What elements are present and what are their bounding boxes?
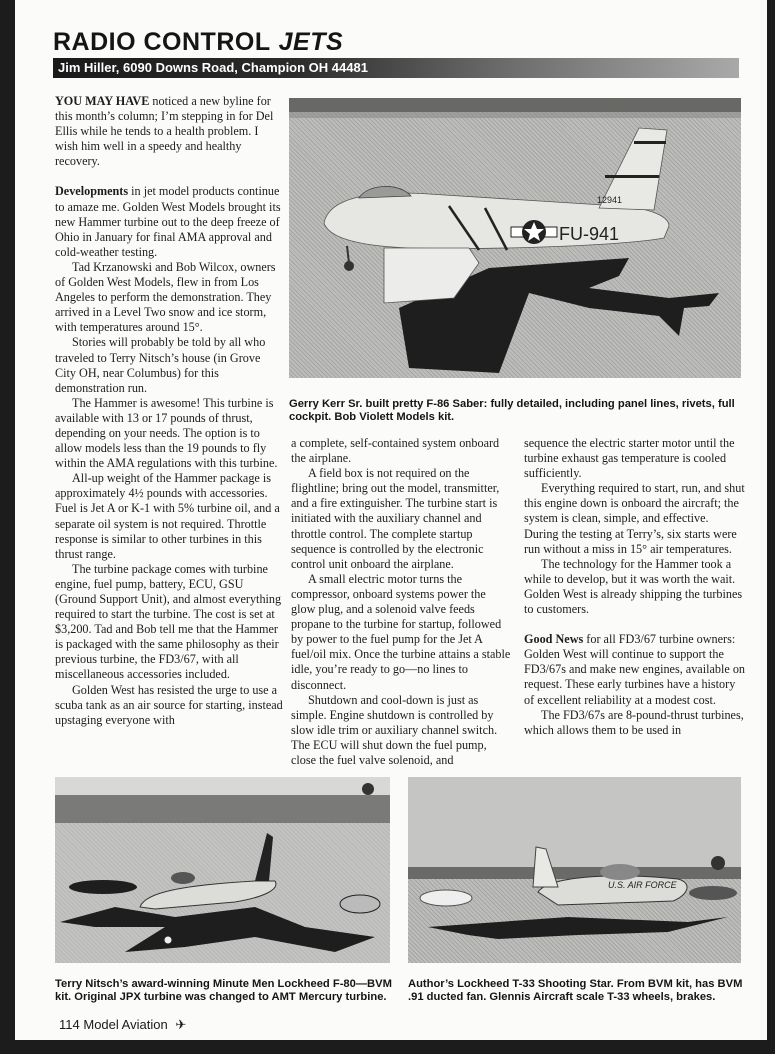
sky bbox=[55, 777, 390, 795]
paragraph-text: in jet model products continue to amaze me. Golden West Models brought its new Hammer turbine out to the deep freeze of Ohio in January for final AMA approval and cold-weather testing. bbox=[55, 184, 281, 259]
paragraph: Tad Krzanowski and Bob Wilcox, owners of Golden West Models, flew in from Los Angeles to perform the demonstration. They arrived in a Level Two snow and ice storm, with temperatures around 15°. bbox=[55, 259, 276, 335]
aircraft-shadow bbox=[428, 917, 728, 939]
tail-stripe bbox=[605, 175, 659, 178]
paragraph: Shutdown and cool-down is just as simple. Engine shutdown is controlled by slow idle trim or auxiliary channel switch. The ECU will shut down the fuel pump, close the fuel valve solenoid, and bbox=[291, 692, 498, 767]
nose-gear bbox=[347, 246, 349, 263]
tail-number: 12941 bbox=[597, 195, 623, 205]
column-title-main: RADIO CONTROL bbox=[53, 28, 271, 56]
field bbox=[55, 795, 390, 823]
f86-illustration bbox=[289, 98, 741, 378]
subhead-developments: Developments bbox=[55, 184, 129, 199]
paragraph bbox=[55, 94, 283, 169]
paragraph: The FD3/67s are 8-pound-thrust turbines, which allows them to be used in bbox=[524, 707, 744, 737]
page-footer bbox=[59, 1017, 186, 1033]
author-byline: Jim Hiller, 6090 Downs Road, Champion OH 44481 bbox=[58, 60, 368, 75]
horizon bbox=[408, 867, 741, 879]
paragraph: a complete, self-contained system onboard the airplane. bbox=[291, 436, 500, 466]
paragraph: Stories will probably be told by all who traveled to Terry Nitsch’s house (in Grove City OH, near Columbus) for this demonstration run. bbox=[55, 335, 266, 395]
fuselage-code: FU-941 bbox=[559, 224, 620, 244]
photo-f86-saber bbox=[289, 98, 741, 378]
page-number: 114 bbox=[59, 1017, 80, 1032]
article-column-1 bbox=[55, 94, 283, 728]
airplane-icon: ✈ bbox=[175, 1017, 187, 1032]
article-column-3 bbox=[524, 436, 746, 738]
paragraph bbox=[55, 184, 283, 259]
article-column-2 bbox=[291, 436, 511, 768]
paragraph: The turbine package comes with turbine engine, fuel pump, battery, ECU, GSU (Ground Support Unit), and almost everything required to start the turbine. The cost is set at $3,200. Tad and Bob tell me that the Hammer is packaged with the same philosophy as their previous turbine, the FD3/67, with all miscellaneous accessories included. bbox=[55, 561, 282, 682]
paragraph-text: noticed a new byline for this month’s column; I’m stepping in for Del Ellis while he tends to a health problem. I wish him well in a speedy and healthy recovery. bbox=[55, 94, 274, 169]
paragraph: sequence the electric starter motor until the turbine exhaust gas temperature is cooled sufficiently. bbox=[524, 436, 735, 481]
horizon bbox=[289, 112, 741, 118]
paragraph: A small electric motor turns the compressor, onboard systems power the glow plug, and a solenoid valve feeds propane to the turbine for startup, followed by power to the fuel pump for the Jet A fuel/oil mix. Once the turbine attains a stable idle, you’re ready to go—no lines to disconnect. bbox=[291, 571, 511, 692]
publication-name: Model Aviation bbox=[83, 1017, 168, 1032]
column-title-italic: JETS bbox=[278, 28, 344, 56]
paragraph: The Hammer is awesome! This turbine is available with 13 or 17 pounds of thrust, depending on your needs. The option is to allow models less than the 19 pounds to fly within the AMA regulations with this turbine. bbox=[55, 395, 278, 471]
subhead-good-news: Good News bbox=[524, 632, 584, 647]
f80-illustration bbox=[55, 777, 390, 963]
photo-caption-f86: Gerry Kerr Sr. built pretty F-86 Saber: fully detailed, including panel lines, rivets, full cockpit. Bob Violett Models kit. bbox=[289, 398, 735, 423]
fuselage-text: U.S. AIR FORCE bbox=[608, 880, 677, 890]
tail-stripe bbox=[634, 141, 666, 144]
magazine-page bbox=[15, 0, 767, 1040]
wheel bbox=[164, 936, 172, 944]
paragraph: Golden West has resisted the urge to use a scuba tank as an air source for starting, instead upstaging everyone with bbox=[55, 682, 283, 727]
tip-tank bbox=[689, 886, 737, 900]
photo-caption-f80: Terry Nitsch’s award-winning Minute Men Lockheed F-80—BVM kit. Original JPX turbine was changed to AMT Mercury turbine. bbox=[55, 978, 392, 1003]
tree bbox=[711, 856, 725, 870]
photo-caption-t33: Author’s Lockheed T-33 Shooting Star. From BVM kit, has BVM .91 ducted fan. Glennis Aircraft scale T-33 wheels, brakes. bbox=[408, 978, 743, 1003]
tip-tank bbox=[340, 895, 380, 913]
paragraph-text: for all FD3/67 turbine owners: Golden West will continue to support the FD3/67s and make new engines, available on request. These early turbines have a history of excellent reliability at a modest cost. bbox=[524, 632, 746, 707]
paragraph: Everything required to start, run, and shut this engine down is onboard the aircraft; the system is clean, simple, and effective. During the testing at Terry’s, six starts were run without a miss in 15° air temperatures. bbox=[524, 481, 745, 556]
paragraph: A field box is not required on the flightline; bring out the model, transmitter, and a fire extinguisher. The turbine start is initiated with the auxiliary channel and throttle control. The complete startup sequence is controlled by the electronic control unit onboard the airplane. bbox=[291, 466, 500, 571]
sky bbox=[408, 777, 741, 867]
treeline bbox=[289, 98, 741, 112]
byline-bar bbox=[53, 58, 739, 78]
tip-tank bbox=[69, 880, 137, 894]
canopy bbox=[171, 872, 195, 884]
photo-t33 bbox=[408, 777, 741, 963]
t33-illustration bbox=[408, 777, 741, 963]
paragraph bbox=[524, 632, 746, 707]
tip-tank bbox=[420, 890, 472, 906]
photo-f80 bbox=[55, 777, 390, 963]
column-title bbox=[53, 30, 343, 55]
canopy bbox=[359, 186, 411, 198]
nose-wheel bbox=[344, 261, 354, 271]
tree bbox=[362, 783, 374, 795]
paragraph: The technology for the Hammer took a while to develop, but it was worth the wait. Golden West is already shipping the turbines to customers. bbox=[524, 556, 743, 617]
paragraph: All-up weight of the Hammer package is approximately 4½ pounds with accessories. Fuel is Jet A or K-1 with 5% turbine oil, and a separate oil system is not required. Throttle response is similar to other turbines in this thrust range. bbox=[55, 471, 280, 561]
lead-in: YOU MAY HAVE bbox=[55, 94, 150, 108]
canopy bbox=[600, 864, 640, 880]
